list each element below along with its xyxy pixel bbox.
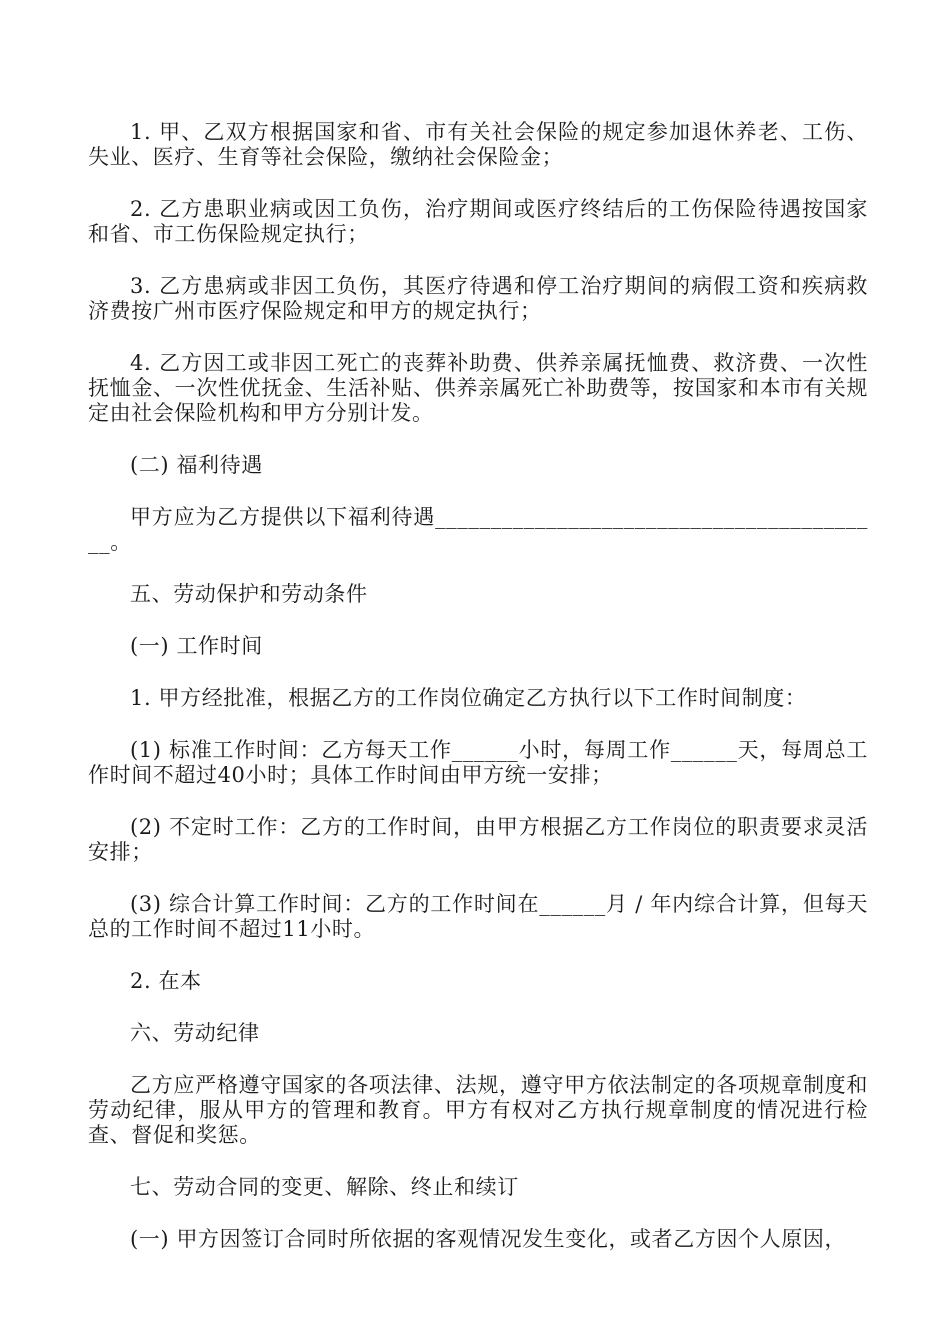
heading-labor-discipline: 六、劳动纪律 — [130, 1021, 260, 1045]
paragraph-contract-change-1: (一) 甲方因签订合同时所依据的客观情况发生变化，或者乙方因个人原因， — [130, 1227, 847, 1251]
paragraph-illness: 3. 乙方患病或非因工负伤，其医疗待遇和停工治疗期间的病假工资和疾病救济费按广州市医疗保险规定和甲方的规定执行； — [88, 274, 868, 323]
paragraph-flexible-hours: (2) 不定时工作：乙方的工作时间，由甲方根据乙方工作岗位的职责要求灵活安排； — [88, 815, 868, 864]
heading-welfare: (二) 福利待遇 — [130, 453, 263, 477]
paragraph-discipline: 乙方应严格遵守国家的各项法律、法规，遵守甲方依法制定的各项规章制度和劳动纪律，服从甲方的管理和教育。甲方有权对乙方执行规章制度的情况进行检查、督促和奖惩。 — [88, 1073, 868, 1147]
paragraph-standard-hours: (1) 标准工作时间：乙方每天工作______小时，每周工作______天，每周总工作时间不超过40小时；具体工作时间由甲方统一安排； — [88, 738, 868, 787]
paragraph-welfare-blank: 甲方应为乙方提供以下福利待遇_________________________________________。 — [88, 505, 868, 554]
paragraph-comprehensive-hours: (3) 综合计算工作时间：乙方的工作时间在______月 / 年内综合计算，但每天总的工作时间不超过11小时。 — [88, 892, 868, 941]
paragraph-work-injury: 2. 乙方患职业病或因工负伤，治疗期间或医疗终结后的工伤保险待遇按国家和省、市工伤保险规定执行； — [88, 197, 868, 246]
paragraph-hours-system: 1. 甲方经批准，根据乙方的工作岗位确定乙方执行以下工作时间制度： — [130, 686, 807, 710]
document-page — [88, 120, 868, 1279]
heading-contract-changes: 七、劳动合同的变更、解除、终止和续订 — [130, 1175, 519, 1199]
paragraph-death-benefits: 4. 乙方因工或非因工死亡的丧葬补助费、供养亲属抚恤费、救济费、一次性抚恤金、一次性优抚金、生活补贴、供养亲属死亡补助费等，按国家和本市有关规定由社会保险机构和甲方分别计发。 — [88, 351, 868, 425]
heading-working-hours: (一) 工作时间 — [130, 634, 263, 658]
heading-labor-protection: 五、劳动保护和劳动条件 — [130, 582, 368, 606]
paragraph-item-2: 2. 在本 — [130, 969, 202, 993]
paragraph-social-insurance: 1. 甲、乙双方根据国家和省、市有关社会保险的规定参加退休养老、工伤、失业、医疗、生育等社会保险，缴纳社会保险金； — [88, 120, 868, 169]
